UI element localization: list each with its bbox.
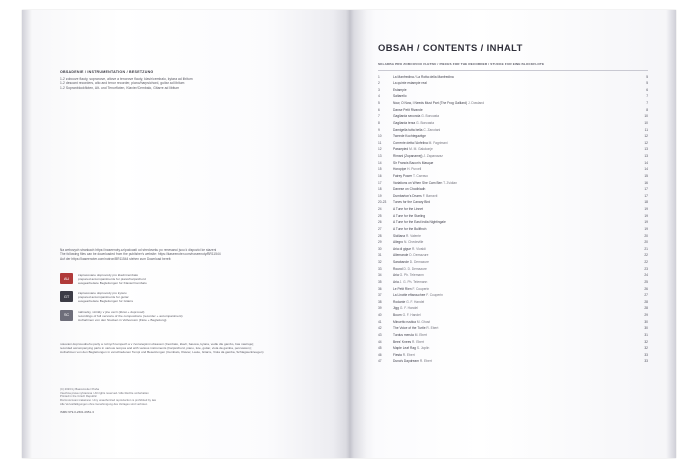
download-info-block [60, 248, 312, 261]
toc-row-title: Siciliana R. Valente [393, 233, 421, 238]
toc-row [378, 312, 648, 319]
download-info-line: Auf der https://kaseenoter.com/notron/BR11544 stehen zum Download bereit: [60, 256, 172, 261]
toc-row-title: Aria G. Ph. Telemann [393, 273, 424, 278]
toc-row [378, 74, 648, 81]
toc-row-number: 31 [378, 253, 382, 258]
toc-row [378, 173, 648, 180]
toc-row [378, 166, 648, 173]
toc-row-title: A Tune for the Starling [393, 213, 426, 218]
toc-row-title: Sir Francis Bacon's Masque [393, 160, 434, 165]
toc-row-number: 41 [378, 319, 382, 324]
toc-row [378, 80, 648, 87]
divider [378, 70, 648, 71]
toc-row-title: Passepied M. M. Galukonje [393, 147, 433, 152]
toc-row-composer: M. Fagrimani [427, 140, 448, 145]
toc-row [378, 233, 648, 240]
toc-row-number: 3 [378, 87, 380, 92]
toc-row-page: 33 [644, 352, 648, 357]
toc-row-number: 35 [378, 279, 382, 284]
open-book [22, 10, 676, 458]
toc-row-title: Bourn G. F. Handel [393, 313, 421, 317]
toc-row-number: 15 [378, 167, 382, 172]
right-page [349, 10, 676, 458]
toc-row-title: Aria J. G. Ph. Telemann [393, 279, 428, 284]
toc-row-composer: J. Zapanavaz [422, 154, 443, 158]
toc-row [378, 160, 648, 167]
toc-row-number: 18 [378, 187, 382, 192]
toc-row-page: 19 [644, 226, 648, 231]
toc-row-number: 46 [378, 352, 382, 357]
toc-row-number: 24 [378, 207, 382, 211]
toc-row-number: 6 [378, 107, 380, 112]
toc-row-title: Rimani (Zupanamej) J. Zapanavaz [393, 154, 443, 158]
toc-row-title: Aria di gigue R. Vivaldi [393, 246, 426, 251]
toc-row-number: 44 [378, 339, 382, 344]
toc-row-page: 17 [644, 187, 648, 192]
page-title: OBSAH / CONTENTS / INHALT [378, 42, 523, 53]
toc-row-composer: T. Zvidian [442, 180, 458, 185]
toc-row-number: 38 [378, 299, 382, 304]
toc-row-number: 10 [378, 134, 382, 139]
download-info-line: The following files can be downloaded from the publisher's website: https://kaseenoter.com/noseenoty/BR11544 [60, 252, 221, 257]
toc-row-title: A Tune for the Bullfinch [393, 226, 427, 231]
colophon-line: Printed in the Czech Republic [60, 395, 97, 399]
toc-row [378, 87, 648, 94]
toc-row-title: Duna's Daydream R. Ebert [393, 359, 432, 364]
toc-row-title: Le Petit Rien F. Couperin [393, 286, 430, 291]
isbn-number: ISMN 979-0-2601-0951-3 [60, 410, 94, 414]
toc-row-title: A Tune for the Linnet [393, 207, 423, 211]
toc-row-composer: S. Joplin [415, 346, 430, 351]
toc-row-title: Sarabande D. Demazure [393, 260, 429, 264]
toc-row-title: Fairey Power T. Carravo [393, 173, 428, 178]
toc-row-page: 33 [644, 359, 648, 364]
list-item-line: prepared accompaniments for piano/harpsichord [78, 277, 146, 282]
toc-row-number: 33 [378, 266, 382, 271]
toc-row-title: Rodante G. F. Handel [393, 299, 425, 304]
toc-row-composer: H. Purcell [406, 167, 422, 172]
toc-row-number: 26 [378, 220, 382, 225]
toc-row-page: 20 [644, 233, 648, 238]
toc-row-page: 7 [646, 94, 648, 99]
list-item-line: Aufnahmen von den Stucken in Vollversion (Flote + Begleitung) [78, 317, 167, 322]
toc-row [378, 186, 648, 193]
toc-row-page: 24 [644, 273, 648, 278]
toc-row-title: Damigella tutta bella C. Zanotani [393, 127, 441, 132]
toc-row-composer: R. Ebert [418, 359, 432, 364]
toc-row-number: 11 [378, 140, 382, 145]
toc-row [378, 213, 648, 220]
list-item-line: zapracovane doprovody pro kytaru [78, 291, 127, 296]
toc-row-composer: M. Ebert [413, 332, 428, 337]
toc-row-title: Turdus merula M. Ebert [393, 332, 428, 337]
toc-row [378, 292, 648, 299]
toc-row-composer: G. F. Handel [405, 299, 425, 304]
toc-row-page: 22 [644, 253, 648, 258]
toc-row-number: 2 [378, 81, 380, 86]
toc-row [378, 180, 648, 187]
toc-row-page: 26 [644, 286, 648, 291]
toc-row-title: Allemande D. Demazure [393, 253, 429, 258]
toc-row-composer: G. F. Handel [398, 306, 418, 311]
instrumentation-line: 1-2 descant recorders, alto and tenor recorder, piano/harpsichord, guitar ad libitum [60, 81, 185, 86]
recordings-note-block [60, 342, 315, 354]
toc-row-composer: D. Demazure [408, 253, 429, 258]
toc-row-composer: M. M. Galukonje [408, 147, 433, 152]
toc-row [378, 199, 648, 206]
toc-row-title: Danse Petit Rivande [393, 107, 423, 112]
toc-row [378, 219, 648, 226]
toc-row-page: 28 [644, 299, 648, 304]
list-item-text [78, 310, 312, 322]
toc-row-composer: R. Ebert [411, 339, 424, 344]
toc-row-title: The Voice of the Turtle R. Ebert [393, 326, 439, 331]
toc-row-page: 30 [644, 319, 648, 324]
toc-row-number: 28 [378, 233, 382, 238]
toc-row-page: 17 [644, 193, 648, 198]
toc-row-number: 9 [378, 127, 380, 132]
recordings-note-line: Aufnahmen von den Begleitungen in verschiedenen Tempi und Besetzungen (Cembalo, Klavier, Laute, Gitarre, Viola da gamba, Schlagwerkzeugen) [60, 350, 264, 355]
toc-row [378, 246, 648, 253]
toc-row [378, 325, 648, 332]
toc-row [378, 286, 648, 293]
toc-row [378, 113, 648, 120]
toc-row-page: 29 [644, 313, 648, 317]
toc-row-page: 10 [644, 114, 648, 119]
toc-row-composer: F. Couperin [425, 293, 443, 298]
toc-row-title: Now, O Now, I Needs Must Part (The Frog Galliard) J. Dowland [393, 101, 485, 105]
toc-row-title: Dumbarton's Drums F. Barravti [393, 193, 438, 198]
toc-row-composer: R. Valente [405, 233, 421, 238]
toc-row-number: 45 [378, 346, 382, 351]
toc-row-number: 20-23 [378, 200, 387, 205]
toc-row-page: 19 [644, 220, 648, 225]
list-item-line: recordings of full versions of the compositions (recorder + accompaniment) [78, 313, 183, 318]
toc-row-page: 12 [644, 134, 648, 139]
toc-row-composer: T. Carravo [412, 173, 428, 178]
toc-row [378, 100, 648, 107]
toc-row-number: 47 [378, 359, 382, 364]
toc-row-title: Jigg G. F. Handel [393, 306, 418, 311]
colophon-line: Rozmnozovani zakazano / Any unauthorized reproduction is prohibited by law [60, 399, 157, 403]
toc-row-number: 39 [378, 306, 382, 311]
toc-row [378, 140, 648, 147]
toc-row-title: Corrente detta l'Anfelina M. Fagrimani [393, 140, 448, 145]
toc-row-page: 5 [646, 81, 648, 86]
list-item-line: zapracovane doprovody pro klavir/cembalo [78, 273, 139, 277]
toc-row-page: 10 [644, 120, 648, 125]
toc-row-number: 14 [378, 160, 382, 165]
toc-row-page: 12 [644, 140, 648, 145]
toc-row-title: La Manfredina / La Rotta della Manfredina [393, 74, 454, 79]
toc-row-composer: G. Ph. Telemann [398, 273, 424, 278]
toc-row-page: 31 [644, 332, 648, 337]
toc-row-composer: J. G. Ph. Telemann [398, 279, 428, 284]
toc-row-page: 15 [644, 173, 648, 178]
toc-row-composer: G. Boncasta [420, 114, 440, 119]
toc-row-title: Bees' Knees R. Ebert [393, 339, 424, 344]
toc-row [378, 305, 648, 312]
toc-row-number: 29 [378, 240, 382, 245]
instrumentation-line: 1-2 Sopranblockfloten, Alt- und Tenorfloten, Klavier/Cembalo, Gitarre ad libitum [60, 85, 180, 90]
toc-row-title: La quinte estampie real [393, 81, 427, 86]
toc-row-page: 18 [644, 200, 648, 205]
toc-row [378, 339, 648, 346]
toc-row [378, 193, 648, 200]
list-item-line: ausgearbeitete Begleitungen fur Gitarre [78, 299, 134, 304]
toc-row [378, 226, 648, 233]
guitar-icon: GT [60, 291, 73, 302]
toc-row-number: 30 [378, 246, 382, 251]
toc-row-composer: F. Couperin [411, 286, 430, 291]
toc-row [378, 332, 648, 339]
toc-row-page: 5 [646, 74, 648, 79]
toc-row-composer: M. Ghost [415, 319, 431, 324]
toc-row [378, 120, 648, 127]
toc-row [378, 146, 648, 153]
audio-icon: AU [60, 273, 73, 284]
toc-row-page: 21 [644, 246, 648, 251]
toc-row-page: 28 [644, 306, 648, 311]
toc-row-page: 19 [644, 213, 648, 218]
instrumentation-line: 1-2 zobcove flauty, sopranove, altove a tenorove flauty, klavir/cembalo, kytara ad libitum [60, 76, 193, 81]
toc-row-page: 8 [646, 107, 648, 112]
toc-row-page: 6 [646, 87, 648, 92]
toc-row [378, 345, 648, 352]
toc-row-number: 27 [378, 226, 382, 231]
toc-row-number: 40 [378, 313, 382, 317]
toc-row-composer: N. Chedeville [403, 240, 424, 245]
toc-row-number: 17 [378, 180, 382, 185]
recordings-note-line: recorded accompanying parts in various tempos and with various instruments (harpsichord, piano, lute, guitar, viola da gamba, percussion); [60, 346, 252, 351]
toc-row [378, 272, 648, 279]
toc-row-title: Gagliarda seconda G. Boncasta [393, 114, 440, 119]
download-info-line: Na webovych strankach https://naseenoty.cz/podcasti od stredoveku po renesanci jsou k dispozici ke stazeni [60, 248, 217, 252]
toc-row-composer: J. Dowland [467, 101, 485, 105]
toc-row [378, 358, 648, 365]
toc-row-page: 7 [646, 101, 648, 105]
toc-row-title: Saltarello [393, 94, 407, 99]
toc-row [378, 127, 648, 134]
toc-row-page: 16 [644, 180, 648, 185]
instrumentation-block [60, 70, 310, 90]
toc-row-page: 23 [644, 266, 648, 271]
toc-row-number: 34 [378, 273, 382, 278]
toc-row [378, 93, 648, 100]
toc-row-composer: F. Barravti [421, 193, 438, 198]
toc-row-page: 20 [644, 240, 648, 245]
toc-row [378, 206, 648, 213]
toc-row [378, 352, 648, 359]
toc-row-page: 25 [644, 279, 648, 284]
toc-row-page: 27 [644, 293, 648, 298]
list-item-text [78, 273, 312, 285]
toc-row-page: 30 [644, 326, 648, 331]
toc-row-title: Variations on When She Cam Ben T. Zvidian [393, 180, 458, 185]
toc-row-composer: D. Demazure [408, 260, 429, 264]
toc-row [378, 259, 648, 266]
toc-row-page: 32 [644, 339, 648, 344]
colophon-line: (C) 2023 by Baerenreiter Praha [60, 388, 99, 391]
toc-row-title: Tunes for the Canary Bird [393, 200, 431, 205]
toc-row-page: 14 [644, 160, 648, 165]
list-item [60, 291, 312, 303]
instrumentation-heading: OBSADENIE / INSTRUMENTATION / BESETZUNG [60, 70, 154, 74]
toc-row-composer: C. Zanotani [422, 127, 441, 132]
toc-subtitle: SKLADBA PRO ZOBCOVOU FLETNU / PIECES FOR THE RECORDER / STUCKE FUR EINE BLOCKFLOTE [378, 62, 545, 66]
toc-row-page: 22 [644, 260, 648, 264]
toc-row-number: 8 [378, 120, 380, 125]
toc-row-page: 32 [644, 346, 648, 351]
toc-row-number: 16 [378, 173, 382, 178]
list-item-line: prepared accompaniments for guitar [78, 295, 129, 300]
toc-row [378, 319, 648, 326]
colophon [60, 388, 260, 414]
toc-row-page: 13 [644, 154, 648, 158]
toc-row-title: Maple Leaf Rag S. Joplin [393, 346, 430, 351]
toc-row-number: 19 [378, 193, 382, 198]
toc-row [378, 239, 648, 246]
toc-row-number: 37 [378, 293, 382, 298]
toc-list [378, 74, 648, 366]
toc-row-composer: G. F. Handel [401, 313, 421, 317]
toc-row-composer: R. Vivaldi [411, 246, 426, 251]
toc-row [378, 107, 648, 114]
list-item [60, 273, 312, 285]
toc-row-page: 14 [644, 167, 648, 172]
toc-row-number: 36 [378, 286, 382, 291]
toc-row-number: 12 [378, 147, 382, 152]
toc-row-number: 1 [378, 74, 380, 79]
list-item-text [78, 291, 312, 303]
left-page [22, 10, 349, 458]
toc-row-title: Tweede Kochtegavitge [393, 134, 426, 139]
toc-row-number: 32 [378, 260, 382, 264]
toc-row-title: Minuetto rustica M. Ghost [393, 319, 431, 324]
toc-row [378, 279, 648, 286]
toc-row-title: Round D. D. Demazure [393, 266, 427, 271]
score-icon: SC [60, 310, 73, 321]
table-of-contents [378, 42, 648, 365]
toc-row-composer: R. Ebert [401, 352, 415, 357]
toc-row-number: 25 [378, 213, 382, 218]
toc-row-title: Allegro N. Chedeville [393, 240, 424, 245]
list-item-line: nahravky, vznikly v jine verzi (2krat + doprovod) [78, 309, 145, 314]
toc-row-composer: R. Ebert [425, 326, 439, 331]
toc-row-composer: D. D. Demazure [402, 266, 427, 271]
toc-row [378, 299, 648, 306]
list-item [60, 310, 312, 322]
toc-row [378, 266, 648, 273]
toc-row-number: 13 [378, 154, 382, 158]
toc-row [378, 133, 648, 140]
toc-row-number: 5 [378, 101, 380, 105]
toc-row-title: Estampie [393, 87, 407, 92]
toc-row-title: A Tune for the East India Nightingale [393, 220, 446, 225]
toc-row [378, 252, 648, 259]
toc-row-number: 4 [378, 94, 380, 99]
list-item-line: ausgearbeitete Begleitungen fur Klavier/Cembalo [78, 281, 147, 286]
toc-row-number: 43 [378, 332, 382, 337]
toc-row-title: Fiesta R. Ebert [393, 352, 415, 357]
recordings-note-line: notovani doprovodnehu party a ruznych tempech a v zvoranejsimi obsaveni (Cembalo, klavir, basova, kytara, vedle dle gambo, bas nastroje); [60, 342, 255, 346]
toc-row-composer: G. Boncasta [415, 120, 435, 125]
toc-row-title: La Linotte eftarouchee F. Couperin [393, 293, 443, 298]
colophon-line: Alle Vervielfaltigungen ohne Genehmigung des Verlages sind verboten [60, 402, 148, 406]
right-edge-shading [666, 10, 676, 458]
toc-row-title: Gagliarda terza G. Boncasta [393, 120, 435, 125]
download-items-list [60, 273, 312, 328]
toc-row-title: Danese on Chodhladh [393, 187, 426, 192]
toc-row-title: Horopipe H. Purcell [393, 167, 422, 172]
left-edge-shading [22, 10, 32, 458]
toc-row-page: 11 [644, 127, 648, 132]
toc-row-number: 7 [378, 114, 380, 119]
toc-row-number: 42 [378, 326, 382, 331]
toc-row-page: 13 [644, 147, 648, 152]
colophon-line: Vsechna prava vyhrazena / All rights reserved / Alle Rechte vorbehalten [60, 391, 149, 395]
toc-row [378, 153, 648, 160]
toc-row-page: 19 [644, 207, 648, 211]
